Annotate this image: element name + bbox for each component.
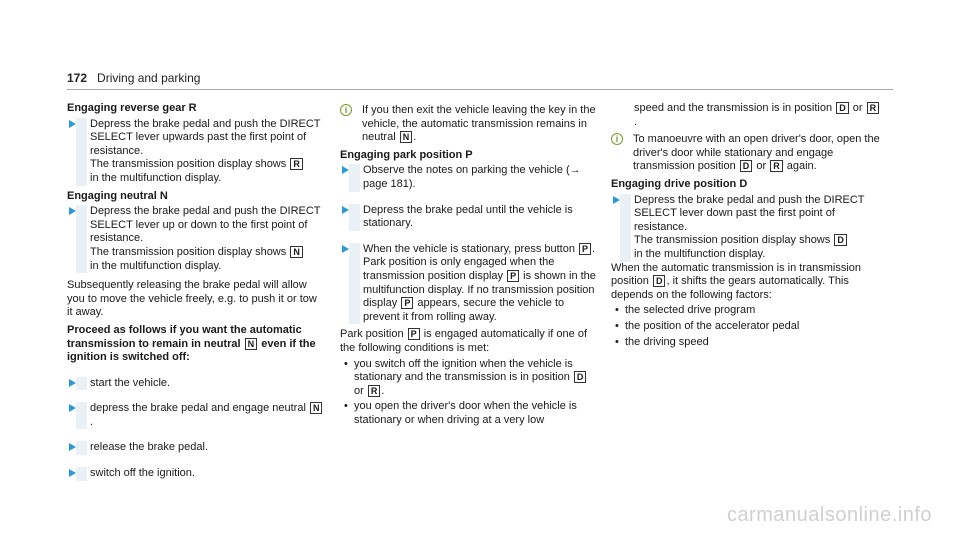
step-text: Depress the brake pedal and push the DIRECT SELECT lever up or down to the first point of resistance. — [90, 205, 321, 245]
paragraph-auto-shift: When the automatic transmission is in transmission position D , it shifts the gears automatically. This depends on the following factors: — [611, 261, 862, 301]
step-depress-stationary — [340, 204, 598, 231]
gear-p-symbol: P — [401, 297, 413, 309]
step-reverse — [67, 118, 325, 186]
step-drive: Depress the brake pedal and push the DIRECT SELECT lever down past the first point of resistance. The transmission position display shows D in the multifunction display. — [611, 194, 881, 262]
gear-p-symbol: P — [507, 270, 519, 282]
step-arrow-icon — [69, 207, 76, 215]
gear-r-symbol: R — [368, 385, 381, 397]
gear-n-symbol: N — [310, 402, 323, 414]
column-2 — [340, 102, 598, 427]
info-icon: i — [611, 133, 623, 145]
gear-r-symbol: R — [770, 160, 783, 172]
step-release-brake — [67, 441, 325, 455]
gear-d-symbol: D — [653, 275, 666, 287]
header-rule — [67, 89, 893, 90]
bullet-icon: • — [344, 357, 348, 370]
column-1 — [67, 102, 325, 481]
step-arrow-icon — [69, 120, 76, 128]
step-text: start the vehicle. — [90, 376, 171, 389]
paragraph-auto-park: Park position P is engaged automatically if one of the following conditions is met: — [340, 328, 588, 354]
bullet-icon: • — [615, 335, 619, 348]
note-manoeuvre: i To manoeuvre with an open driver's door, open the driver's door while stationary and engage transmission position D or R again. — [611, 133, 881, 174]
step-arrow-icon — [342, 245, 349, 253]
step-depress-neutral: depress the brake pedal and engage neutral N. — [67, 402, 325, 429]
gear-d-symbol: D — [834, 234, 847, 246]
bullet-icon: • — [615, 319, 619, 332]
gear-n-symbol: N — [290, 246, 303, 258]
step-arrow-icon — [69, 379, 76, 387]
step-text: switch off the ignition. — [90, 467, 195, 480]
list-item: • you switch off the ignition when the vehicle is stationary and the transmission is in position D or R . — [340, 358, 598, 399]
step-observe — [340, 164, 598, 191]
step-text: in the multifunction display. — [90, 171, 222, 184]
gear-r-symbol: R — [290, 158, 303, 170]
step-arrow-icon — [613, 196, 620, 204]
heading-neutral: Engaging neutral N — [67, 189, 168, 202]
step-switch-off — [67, 467, 325, 481]
step-press-park: When the vehicle is stationary, press button P . Park position is only engaged when the transmission position display P is shown in the multifunction display. If no transmission position display P appears, secure the vehicle to prevent it from rolling away. — [340, 243, 598, 325]
page-header — [67, 71, 200, 85]
heading-proceed: Proceed as follows if you want the automatic transmission to remain in neutral N even if the ignition is switched off: — [67, 323, 316, 364]
watermark: carmanualsonline.info — [726, 504, 932, 526]
info-icon: i — [340, 104, 352, 116]
gear-n-symbol: N — [245, 338, 258, 350]
paragraph-release: Subsequently releasing the brake pedal will allow you to move the vehicle freely, e.g. to push it or tow it away. — [67, 279, 317, 319]
step-arrow-icon — [69, 404, 76, 412]
gear-p-symbol: P — [408, 328, 420, 340]
list-item: • the position of the accelerator pedal — [615, 319, 800, 332]
list-item: • you open the driver's door when the vehicle is stationary or when driving at a very low — [344, 400, 577, 426]
step-arrow-icon — [342, 166, 349, 174]
column-3 — [611, 102, 881, 349]
step-text: The transmission position display shows — [90, 158, 287, 171]
note-exit-vehicle: i If you then exit the vehicle leaving the key in the vehicle, the automatic transmission remains in neutral N . — [340, 104, 598, 145]
gear-r-symbol: R — [867, 102, 880, 114]
heading-park: Engaging park position P — [340, 148, 473, 161]
bullet-icon: • — [615, 304, 619, 317]
list-item: • the selected drive program — [615, 304, 756, 317]
list-item: • the driving speed — [615, 335, 709, 348]
step-neutral — [67, 205, 325, 273]
step-text: depress the brake pedal and engage neutral — [90, 402, 306, 415]
gear-d-symbol: D — [836, 102, 849, 114]
step-text: release the brake pedal. — [90, 441, 209, 454]
gear-d-symbol: D — [574, 371, 587, 383]
step-text: in the multifunction display. — [90, 259, 222, 272]
heading-reverse: Engaging reverse gear R — [67, 102, 197, 114]
step-text: in the multifunction display. — [634, 247, 766, 260]
step-text: The transmission position display shows — [90, 245, 287, 258]
step-arrow-icon — [342, 206, 349, 214]
section-title: Driving and parking — [97, 71, 201, 85]
step-start — [67, 377, 325, 391]
step-arrow-icon — [69, 443, 76, 451]
gear-n-symbol: N — [400, 131, 413, 143]
step-text: Depress the brake pedal until the vehicle is stationary. — [363, 203, 573, 230]
step-text: Observe the notes on parking the vehicle (→ page 181). — [363, 164, 581, 190]
step-arrow-icon — [69, 469, 76, 477]
gear-d-symbol: D — [740, 160, 753, 172]
heading-drive: Engaging drive position D — [611, 177, 748, 190]
step-text: Depress the brake pedal and push the DIRECT SELECT lever upwards past the first point of resistance. — [90, 117, 321, 157]
page-number: 172 — [67, 71, 88, 85]
park-button-symbol: P — [579, 243, 591, 255]
list-item-continued: speed and the transmission is in position D or R. — [631, 102, 881, 129]
step-text: Depress the brake pedal and push the DIRECT SELECT lever down past the first point of resistance. — [634, 193, 865, 233]
bullet-icon: • — [344, 400, 348, 413]
